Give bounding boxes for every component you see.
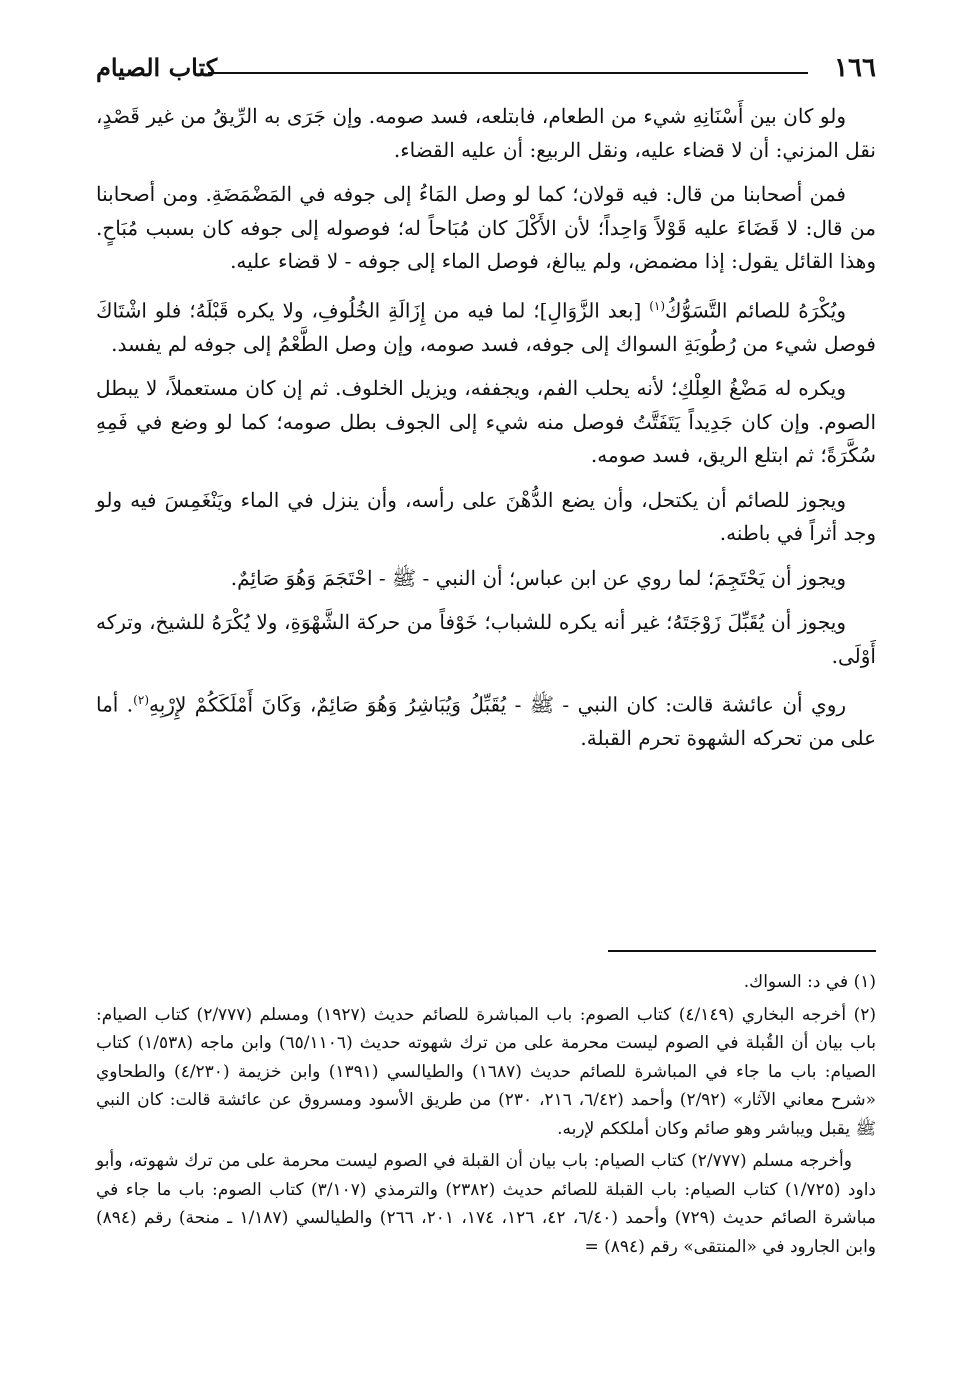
footnotes (96, 968, 876, 1265)
paragraph: ويجوز أن يُقَبِّلَ زَوْجَتَهُ؛ غير أنه يكره للشباب؛ خَوْفاً من حركة الشَّهْوَةِ، ولا يُكْرَهُ للشيخ، وتركه أَوْلَى. (96, 610, 876, 668)
footnote-continuation: وأخرجه مسلم (٢/٧٧٧) كتاب الصيام: باب بيان أن القبلة في الصوم ليست محرمة على من ترك شهوته، وأبو داود (١/٧٢٥) كتاب الصيام: باب القبلة للصائم حديث (٢٣٨٢) والترمذي (٣/١٠٧) كتاب الصوم: باب ما جاء في مباشرة الصائم حديث (٧٢٩) وأحمد (٦/٤٠، ٤٢، ١٢٦، ١٧٤، ٢٠١، ٢٦٦) والطيالسي (١/١٨٧ ـ منحة) رقم (٨٩٤) وابن الجارود في «المنتقى» رقم (٨٩٤) = (96, 1151, 877, 1257)
footnote-ref: (١) (649, 298, 666, 313)
footnote-separator (608, 950, 876, 952)
footnote-ref: (٢) (133, 693, 149, 708)
header-rule (208, 72, 808, 74)
footnote: (١) في د: السواك. (743, 972, 876, 992)
paragraph: ويجوز للصائم أن يكتحل، وأن يضع الدُّهْنَ على رأسه، وأن ينزل في الماء ويَنْغَمِسَ فيه ولو وجد أثراً في باطنه. (96, 487, 876, 546)
book-title: كتاب الصيام (96, 53, 218, 82)
paragraph: ويُكْرَهُ للصائم التَّسَوُّكُ$^{(١)}$ [بعد الزَّوَالِ]؛ لما فيه من إِزَالَةِ الخُلُوفِ، ولا يكره قَبْلَهُ؛ فلو اشْتَاكَ فوصل شيء من رُطُوبَةِ السواك إلى جوفه، فسد صومه، وإن وصل الطَّعْمُ إلى جوفه لم يفسد. (96, 298, 876, 356)
paragraph: ويكره له مَضْغُ العِلْكِ؛ لأنه يحلب الفم، ويجففه، ويزيل الخلوف. ثم إن كان مستعملاً، لا يبطل الصوم. وإن كان جَدِيداً يَتَفَتَّتُ فوصل منه شيء إلى الجوف بطل صومه؛ كما لو وضع في فَمِهِ سُكَّرَةً؛ ثم ابتلع الريق، فسد صومه. (96, 376, 876, 468)
paragraph: فمن أصحابنا من قال: فيه قولان؛ كما لو وصل المَاءُ إلى جوفه في المَضْمَضَةِ. ومن أصحابنا من قال: لا قَضَاءَ عليه قَوْلاً وَاحِداً؛ لأن الأَكْلَ كان مُبَاحاً له؛ فوصوله إلى جوفه كان بسبب مُبَاحٍ. وهذا القائل يقول: إذا مضمض، ولم يبالغ، فوصل الماء إلى جوفه - لا قضاء عليه. (96, 182, 876, 273)
page-header (96, 50, 876, 86)
page-number: ١٦٦ (834, 53, 876, 83)
footnote: (٢) أخرجه البخاري (٤/١٤٩) كتاب الصوم: باب المباشرة للصائم حديث (١٩٢٧) ومسلم (٢/٧٧٧) كتاب الصيام: باب بيان أن القُبلة في الصوم ليست محرمة على من ترك شهوته حديث (٦٥/١١٠٦) وابن ماجه (١/٥٣٨) كتاب الصيام: باب ما جاء في المباشرة للصائم حديث (١٦٨٧) والطيالسي (١٣٩١) وابن خزيمة (٤/٢٣٠) والطحاوي «شرح معاني الآثار» (٢/٩٢) وأحمد (٦/٤٢، ٢١٦، ٢٣٠) من طريق الأسود ومسروق عن عائشة قالت: كان النبي ﷺ يقبل ويباشر وهو صائم وكان أملككم لإربه. (96, 1004, 877, 1139)
paragraph: روي أن عائشة قالت: كان النبي - ﷺ - يُقَبِّلُ وَيُبَاشِرُ وَهُوَ صَائِمٌ، وَكَانَ أَمْلَكَكُمْ لإِرْبِهِ$^{(٢)}$. أما على من تحركه الشهوة تحرم القبلة. (96, 692, 876, 751)
paragraph: ولو كان بين أَسْنَانِهِ شيء من الطعام، فابتلعه، فسد صومه. وإن جَرَى به الرِّيقُ من غير قَصْدٍ، نقل المزني: أن لا قضاء عليه، ونقل الربيع: أن عليه القضاء. (96, 104, 876, 162)
main-text (96, 100, 876, 767)
paragraph: ويجوز أن يَحْتَجِمَ؛ لما روي عن ابن عباس؛ أن النبي - ﷺ - احْتَجَمَ وَهُوَ صَائِمٌ. (230, 565, 846, 590)
